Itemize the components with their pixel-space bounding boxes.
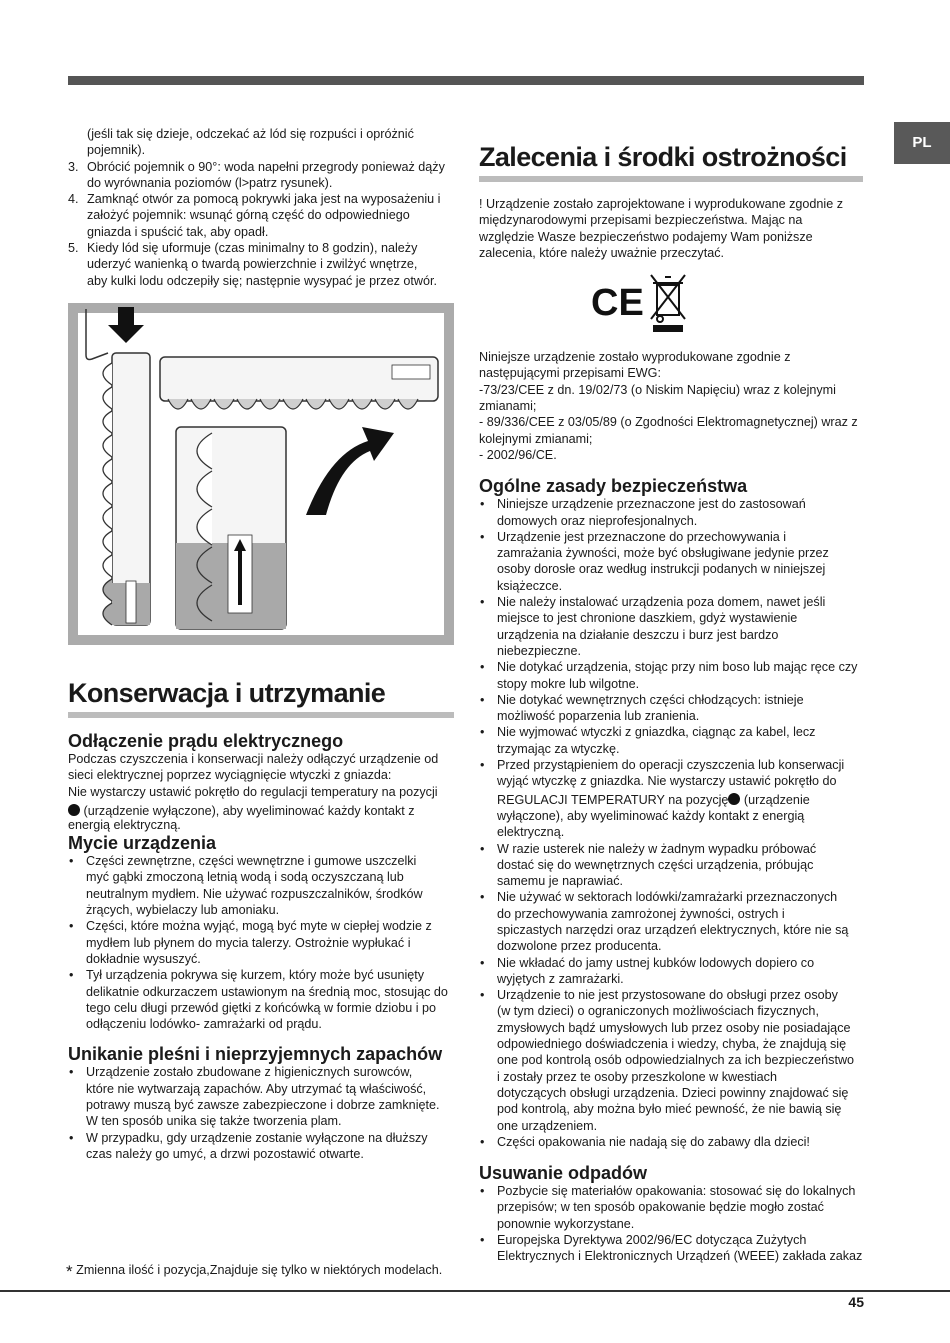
- certification-marks: [479, 267, 863, 339]
- list-line: (w tym dzieci) o ograniczonych możliwościach fizycznych,: [497, 1004, 819, 1019]
- list-line: W ten sposób unika się także tworzenia plam.: [86, 1114, 342, 1129]
- page-number: 45: [848, 1294, 864, 1310]
- list-line: dozwolone przez producenta.: [497, 939, 662, 954]
- list-line: żrących, wybielaczy lub amoniaku.: [86, 903, 280, 918]
- list-line: czas należy go umyć, a drzwi pozostawić otwarte.: [86, 1146, 364, 1161]
- step-line: uderzyć wanienką o twardą powierzchnie i zwilżyć wnętrze,: [87, 257, 418, 272]
- list-line: tego celu długi przewód giętki z końcówką w formie dziobu i po: [86, 1000, 437, 1015]
- cleaning-list: [68, 853, 454, 1032]
- list-line: urządzenia na działanie deszczu i burz jest bardzo: [497, 627, 779, 642]
- step-line: Kiedy lód się uformuje (czas minimalny to 8 godzin), należy: [87, 241, 418, 256]
- footnote-text: Zmienna ilość i pozycja,Znajduje się tylko w niektórych modelach.: [72, 1263, 443, 1277]
- list-line: do przechowywania zamrożonej żywności, ostrych i: [497, 906, 785, 921]
- list-line: neutralnym mydłem. Nie używać rozpuszczalników, środków: [86, 886, 423, 901]
- left-column: [68, 126, 454, 1162]
- list-item: [479, 496, 863, 529]
- list-item: [68, 1064, 454, 1129]
- step-line: do wyrównania poziomów (l>patrz rysunek).: [87, 175, 333, 190]
- step-line: Zamknąć otwór za pomocą pokrywki jaka jest na wyposażeniu i: [87, 192, 441, 207]
- list-line: odpowiedniego doświadczenia i wiedzy, chyba, że znajdują się: [497, 1037, 847, 1052]
- list-line: • Nie wyjmować wtyczki z gniazdka, ciągnąc za kabel, lecz: [497, 725, 816, 740]
- list-line: • Części zewnętrzne, części wewnętrzne i gumowe uszczelki: [86, 854, 417, 869]
- list-line: ponownie wykorzystane.: [497, 1216, 635, 1231]
- footnote-star: *: [66, 1262, 73, 1281]
- step-5: [68, 240, 454, 289]
- directive-line: następującymi przepisami EWG:: [479, 366, 661, 381]
- power-disconnect-title: Odłączenie prądu elektrycznego: [68, 730, 344, 751]
- intro-line-2: pojemnik).: [87, 143, 146, 158]
- ice-tray-illustration: [68, 303, 454, 645]
- list-line: odłączeniu lodówko- zamrażarki od prądu.: [86, 1017, 322, 1032]
- list-item: [68, 1130, 454, 1163]
- crossed-bin-icon: [651, 275, 685, 322]
- list-item: [479, 1183, 863, 1232]
- list-line: spiczastych narzędzi oraz urządzeń elektrycznych, które nie są: [497, 922, 849, 937]
- ice-tray-drawing: [68, 303, 454, 645]
- list-line: • W razie usterek nie należy w żadnym wypadku próbować: [497, 841, 817, 856]
- list-line: • Urządzenie jest przeznaczone do przechowywania i: [497, 529, 787, 544]
- step-line: Obrócić pojemnik o 90°: woda napełni przegrody ponieważ dąży: [87, 159, 445, 174]
- list-line: dokładnie wysuszyć.: [86, 951, 201, 966]
- list-line: dotyczących obsługi urządzenia. Dzieci powinny znajdować się: [497, 1085, 849, 1100]
- step-number: 3.: [68, 159, 79, 174]
- list-line: [497, 792, 863, 808]
- list-line: samemu je naprawiać.: [497, 874, 623, 889]
- waste-list: [479, 1183, 863, 1264]
- list-line: wyłączone), aby wyeliminować każdy kontakt z energią: [497, 808, 805, 823]
- list-line: • Części opakowania nie nadają się do zabawy dla dzieci!: [497, 1134, 810, 1149]
- list-line: wyjąć wtyczkę z gniazdka. Nie wystarczy ustawić pokrętło do: [497, 774, 837, 789]
- mold-odor-list: [68, 1064, 454, 1162]
- step-number: 4.: [68, 192, 79, 207]
- sec1-line: sieci elektrycznej poprzez wyciągnięcie wtyczki z gniazda:: [68, 768, 392, 783]
- cleaning-title: Mycie urządzenia: [68, 833, 217, 854]
- list-line: one urządzeniem.: [497, 1118, 598, 1133]
- list-line: Elektrycznych i Elektronicznych Urządzeń (WEEE) zakłada zakaz: [497, 1249, 863, 1264]
- list-line: stopy mokre lub wilgotne.: [497, 676, 640, 691]
- list-item: [479, 529, 863, 594]
- list-item: [479, 1232, 863, 1265]
- intro-line: względzie Wasze bezpieczeństwo podajemy Wam poniższe: [479, 229, 813, 244]
- list-line: mydłem lub płynem do mycia talerzy. Ostrożnie wypłukać i: [86, 935, 411, 950]
- list-line: • Pozbycie się materiałów opakowania: stosować się do lokalnych: [497, 1184, 856, 1199]
- list-item: [479, 889, 863, 954]
- safety-heading: Zalecenia i środki ostrożności: [479, 141, 863, 182]
- step-3: [68, 159, 454, 192]
- list-line: • Nie dotykać wewnętrznych części chłodzących: istnieje: [497, 692, 804, 707]
- list-line: • Nie dotykać urządzenia, stojąc przy nim boso lub mając ręce czy: [497, 660, 858, 675]
- off-position-icon: [728, 793, 740, 805]
- directive-line: kolejnymi zmianami;: [479, 431, 593, 446]
- list-line: książeczce.: [497, 578, 563, 593]
- list-line: • Urządzenie zostało zbudowane z higienicznych surowców,: [86, 1065, 413, 1080]
- step-line: gniazda i spuścić tak, aby opadł.: [87, 224, 269, 239]
- list-line: pod kontrolą, aby można było mieć pewność, że nie bawią się: [497, 1102, 842, 1117]
- ce-and-weee-icons: [479, 267, 863, 339]
- list-line: zmysłowych bądź umysłowych lub przez osoby nie posiadające: [497, 1020, 851, 1035]
- intro-line: ! Urządzenie zostało zaprojektowane i wyprodukowane zgodnie z: [479, 197, 844, 211]
- list-line: • Nie używać w sektorach lodówki/zamrażarki przeznaczonych: [497, 890, 838, 905]
- list-item: [479, 594, 863, 659]
- list-line: potrawy muszą być zawsze zabezpieczone i dobrze zamknięte.: [86, 1098, 440, 1113]
- ce-mark-icon: CE: [591, 282, 644, 325]
- maintenance-heading: Konserwacja i utrzymanie: [68, 677, 454, 718]
- step-number: 5.: [68, 241, 79, 256]
- directive-line: zmianami;: [479, 399, 537, 414]
- list-line: wyjętych z zamrażarki.: [497, 971, 624, 986]
- bottom-rule: [0, 1290, 950, 1292]
- list-line: one pod kontrolą osób odpowiedzialnych za ich bezpieczeństwo: [497, 1053, 855, 1068]
- list-line: • Urządzenie to nie jest przystosowane do obsługi przez osoby: [497, 988, 838, 1003]
- list-line: które nie wytwarzają zapachów. Aby utrzymać tą właściwość,: [86, 1081, 427, 1096]
- list-line: • Niniejsze urządzenie przeznaczone jest do zastosowań: [497, 497, 806, 512]
- list-line: • Nie należy instalować urządzenia poza domem, nawet jeśli: [497, 595, 826, 610]
- list-line: myć gąbki zmoczoną letnią wodą i sodą oczyszczaną lub: [86, 870, 404, 885]
- general-safety-title: Ogólne zasady bezpieczeństwa: [479, 476, 748, 497]
- sec1-dot-text: (urządzenie wyłączone), aby wyeliminować każdy kontakt z: [80, 803, 415, 818]
- intro-line-1: (jeśli tak się dzieje, odczekać aż lód się rozpuści i opróżnić: [87, 127, 414, 141]
- step-4: [68, 191, 454, 240]
- list-line: • Tył urządzenia pokrywa się kurzem, który może być usunięty: [86, 968, 425, 983]
- waste-disposal-title: Usuwanie odpadów: [479, 1163, 648, 1184]
- list-line: • Nie wkładać do jamy ustnej kubków lodowych dopiero co: [497, 955, 815, 970]
- right-column: [479, 141, 863, 1265]
- off-position-icon: [68, 804, 80, 816]
- temp-dial-text: REGULACJI TEMPERATURY na pozycję: [497, 792, 729, 807]
- language-tab: PL: [894, 122, 950, 164]
- intro-line: międzynarodowymi przepisami bezpieczeństwa. Mając na: [479, 213, 803, 228]
- list-item: [479, 987, 863, 1134]
- list-line: przepisów; w ten sposób opakowanie będzie mogło zostać: [497, 1200, 824, 1215]
- list-item: [479, 659, 863, 692]
- list-line: elektryczną.: [497, 825, 565, 840]
- list-line: trzymając za wtyczkę.: [497, 741, 620, 756]
- list-line: osoby dorosłe oraz według instrukcji podanych w niniejszej: [497, 562, 826, 577]
- intro-line: zalecenia, które należy uważnie przeczytać.: [479, 245, 725, 260]
- sec1-line: Nie wystarczy ustawić pokrętło do regulacji temperatury na pozycji: [68, 784, 438, 799]
- list-line: zamrażania żywności, może być obsługiwane jedynie przez: [497, 546, 829, 561]
- sec1-line: Podczas czyszczenia i konserwacji należy odłączyć urządzenie od: [68, 751, 439, 766]
- list-item: [479, 724, 863, 757]
- list-line: • Części, które można wyjąć, mogą być myte w ciepłej wodzie z: [86, 919, 432, 934]
- list-line: delikatnie odkurzaczem ustawionym na średnią moc, stosując do: [86, 984, 448, 999]
- list-line: możliwość poparzenia lub zranienia.: [497, 709, 700, 724]
- list-line: i zostały przez te osoby przeszkolone w kwestiach: [497, 1069, 777, 1084]
- list-item: [479, 757, 863, 840]
- list-item: [68, 918, 454, 967]
- steps-list: [68, 159, 454, 289]
- list-item: [68, 853, 454, 918]
- list-item: [479, 692, 863, 725]
- directive-line: Niniejsze urządzenie zostało wyprodukowane zgodnie z: [479, 350, 791, 365]
- list-line: • Przed przystąpieniem do operacji czyszczenia lub konserwacji: [497, 758, 845, 773]
- list-line: niebezpieczne.: [497, 643, 582, 658]
- list-line: dostać się do wewnętrznych części urządzenia, próbując: [497, 857, 814, 872]
- list-line: • W przypadku, gdy urządzenie zostanie wyłączone na dłuższy: [86, 1130, 428, 1145]
- list-line: • Europejska Dyrektywa 2002/96/EC dotycząca Zużytych: [497, 1233, 807, 1248]
- list-item: [479, 841, 863, 890]
- footnote: [66, 1262, 442, 1282]
- mold-odor-title: Unikanie pleśni i nieprzyjemnych zapachów: [68, 1044, 443, 1065]
- directive-line: - 2002/96/CE.: [479, 447, 557, 462]
- safety-list: [479, 496, 863, 1150]
- list-item: [68, 967, 454, 1032]
- directive-line: - 89/336/CEE z 03/05/89 (o Zgodności Elektromagnetycznej) wraz z: [479, 415, 858, 430]
- list-item: [479, 1134, 863, 1150]
- directive-line: -73/23/CEE z dn. 19/02/73 (o Niskim Napięciu) wraz z kolejnymi: [479, 382, 836, 397]
- sec1-dot-line: [68, 803, 454, 819]
- step-line: aby kulki lodu odczepiły się; następnie wysypać je przez otwór.: [87, 273, 438, 288]
- list-item: [479, 955, 863, 988]
- sec1-line: energią elektryczną.: [68, 818, 181, 833]
- temp-dial-suffix: (urządzenie: [740, 792, 810, 807]
- list-line: domowych oraz nieprofesjonalnych.: [497, 513, 698, 528]
- top-rule: [68, 76, 864, 85]
- list-line: miejsce to jest chronione daszkiem, gdyż wystawienie: [497, 611, 798, 626]
- step-line: założyć pojemnik: wsunąć górną część do odpowiedniego: [87, 208, 410, 223]
